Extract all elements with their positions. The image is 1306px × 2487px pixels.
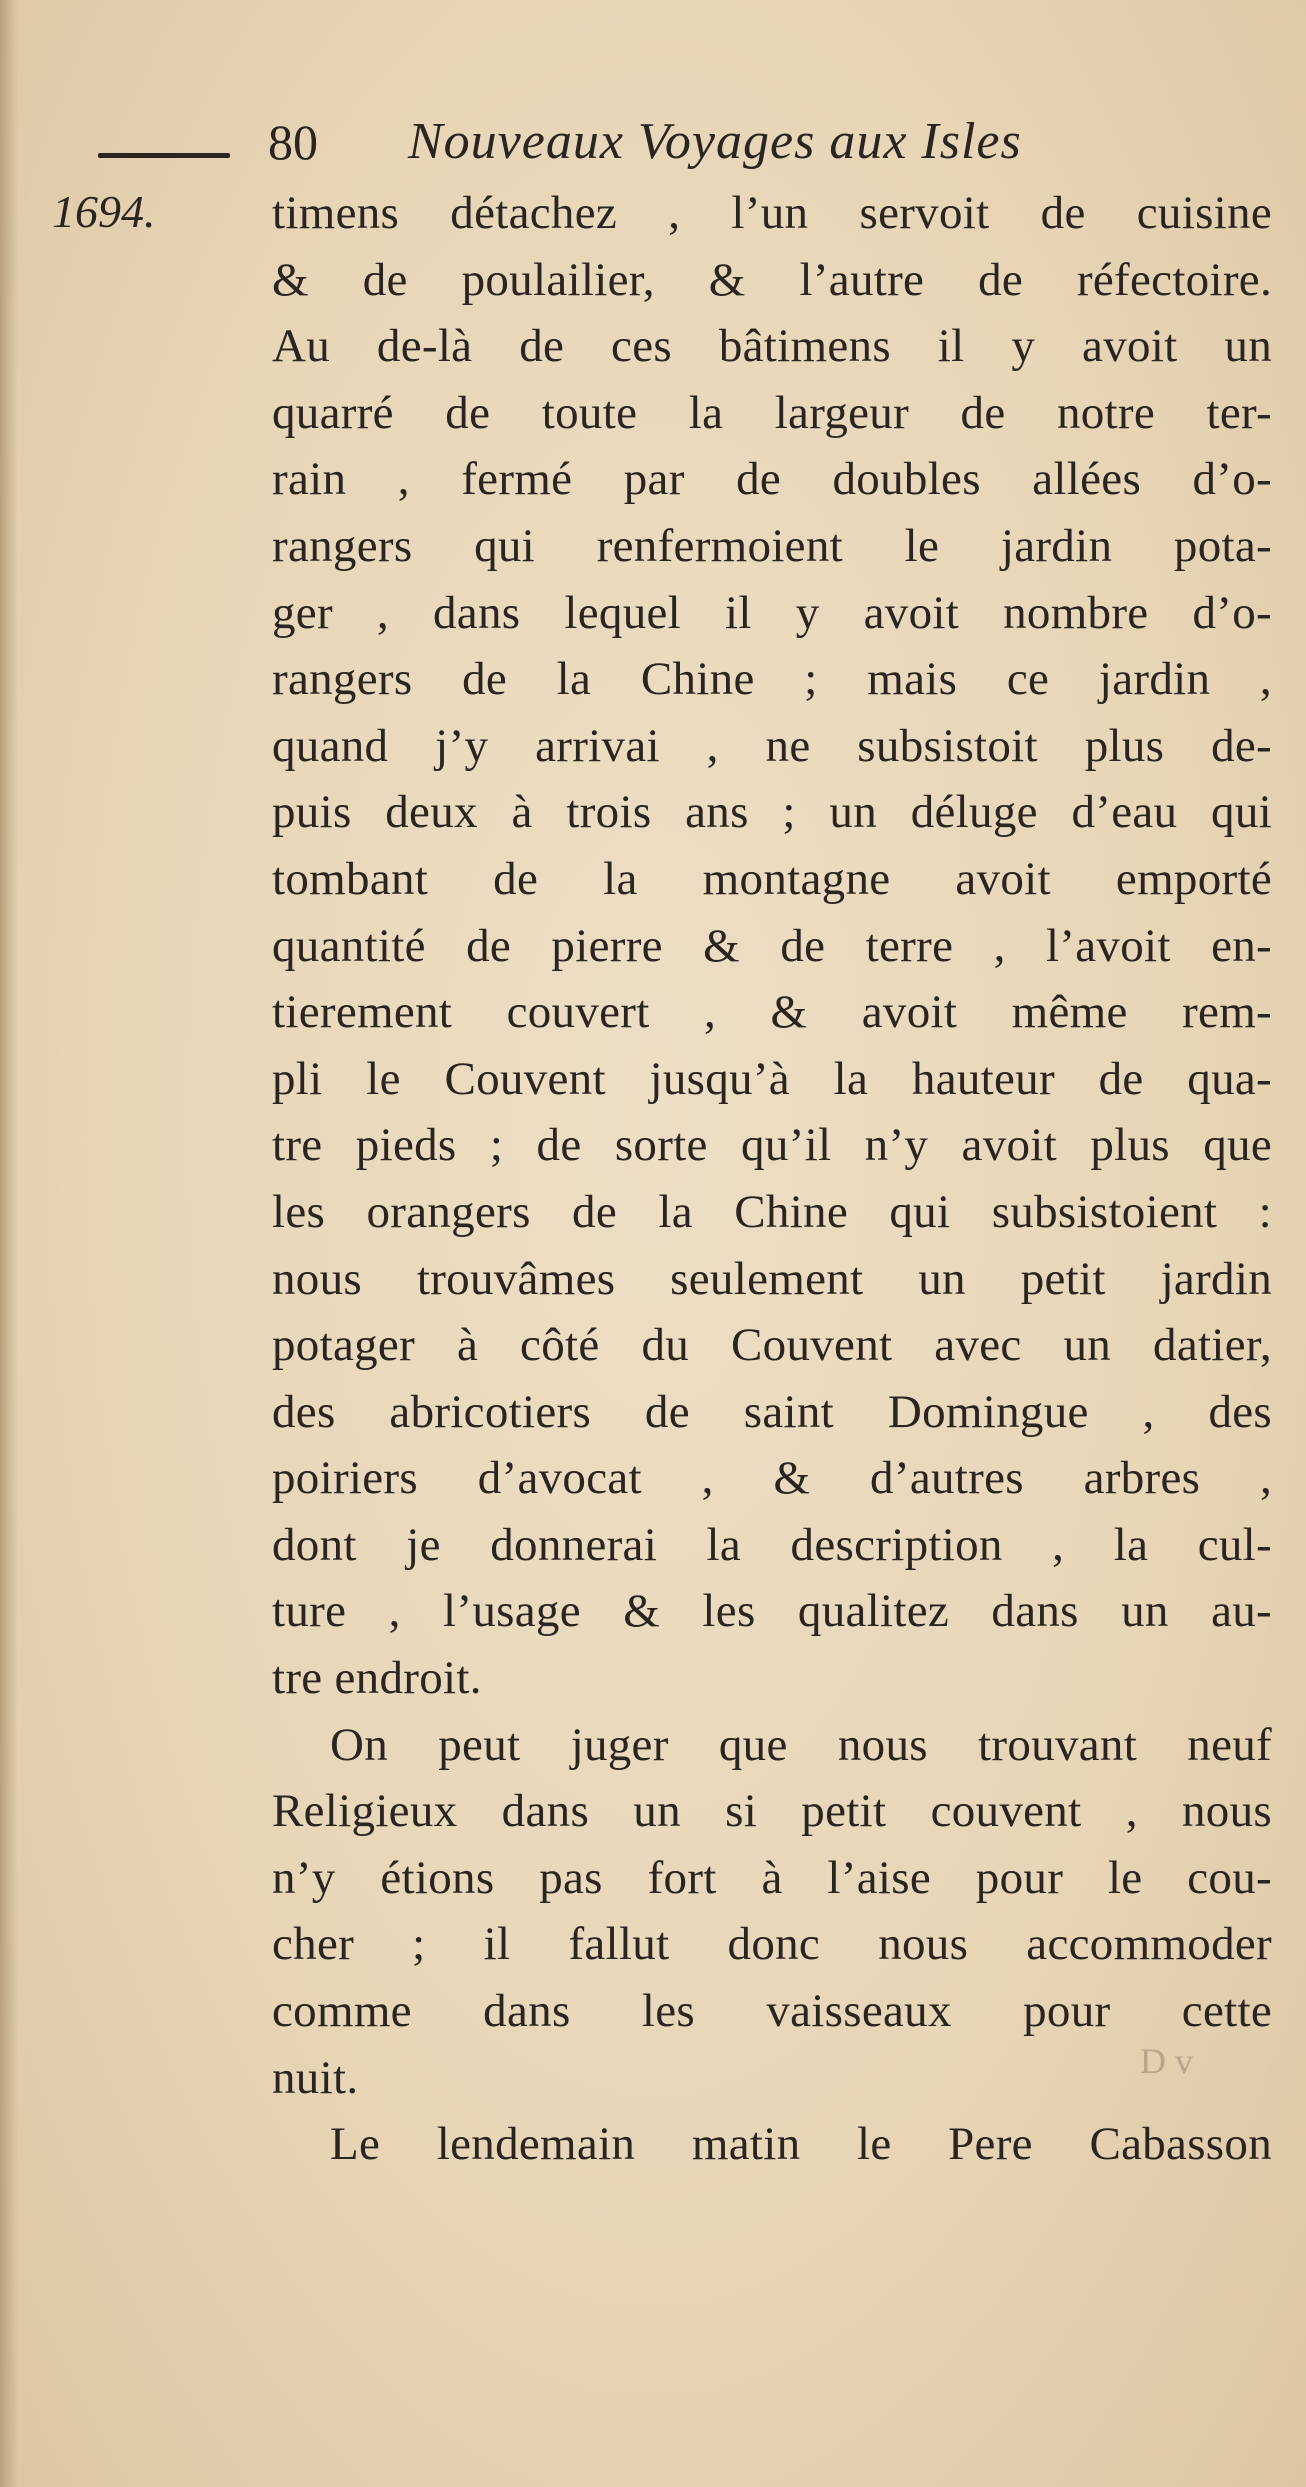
text-line: quantité de pierre & de terre , l’avoit en- [272, 919, 1272, 972]
margin-year: 1694. [52, 186, 156, 237]
text-line: cher ; il fallut donc nous accommoder [272, 1918, 1272, 1971]
text-line: pli le Couvent jusqu’à la hauteur de qua- [272, 1052, 1272, 1105]
text-line: quand j’y arrivai , ne subsistoit plus de- [272, 719, 1272, 772]
text-line: tre pieds ; de sorte qu’il n’y avoit plus que [272, 1119, 1272, 1172]
text-line: Le lendemain matin le Pere Cabasson [330, 2118, 1272, 2171]
text-line: quarré de toute la largeur de notre ter- [272, 386, 1272, 439]
text-line: comme dans les vaisseaux pour cette [272, 1985, 1272, 2038]
page-number: 80 [268, 114, 318, 170]
text-line: tombant de la montagne avoit emporté [272, 852, 1272, 905]
text-line: On peut juger que nous trouvant neuf [330, 1718, 1272, 1771]
text-line: rangers de la Chine ; mais ce jardin , [272, 653, 1272, 706]
text-line: tre endroit. [272, 1652, 482, 1705]
text-line: dont je donnerai la description , la cul- [272, 1518, 1272, 1571]
text-line: poiriers d’avocat , & d’autres arbres , [272, 1452, 1272, 1505]
text-line: nuit. [272, 2051, 359, 2104]
text-line: Au de-là de ces bâtimens il y avoit un [272, 320, 1272, 373]
signature-mark: D v [1140, 2041, 1193, 2081]
text-line: les orangers de la Chine qui subsistoient : [272, 1185, 1272, 1238]
text-line: timens détachez , l’un servoit de cuisine [272, 187, 1272, 239]
text-line: ture , l’usage & les qualitez dans un au- [272, 1585, 1272, 1638]
text-line: rain , fermé par de doubles allées d’o- [272, 453, 1272, 506]
text-line: tierement couvert , & avoit même rem- [272, 986, 1272, 1039]
text-line: nous trouvâmes seulement un petit jardin [272, 1252, 1272, 1305]
page-edge-shadow [0, 0, 18, 2487]
text-line: potager à côté du Couvent avec un datier, [272, 1319, 1272, 1372]
header-rule [98, 153, 230, 158]
text-line: des abricotiers de saint Domingue , des [272, 1385, 1272, 1438]
text-line: Religieux dans un si petit couvent , nous [272, 1785, 1272, 1838]
text-line: & de poulailier, & l’autre de réfectoire. [272, 253, 1272, 306]
text-line: n’y étions pas fort à l’aise pour le cou- [272, 1851, 1272, 1904]
body-text [272, 180, 1272, 2178]
running-title: Nouveaux Voyages aux Isles [408, 113, 1022, 170]
text-line: ger , dans lequel il y avoit nombre d’o- [272, 586, 1272, 639]
text-line: puis deux à trois ans ; un déluge d’eau qui [272, 786, 1272, 839]
text-line: rangers qui renfermoient le jardin pota- [272, 519, 1272, 572]
